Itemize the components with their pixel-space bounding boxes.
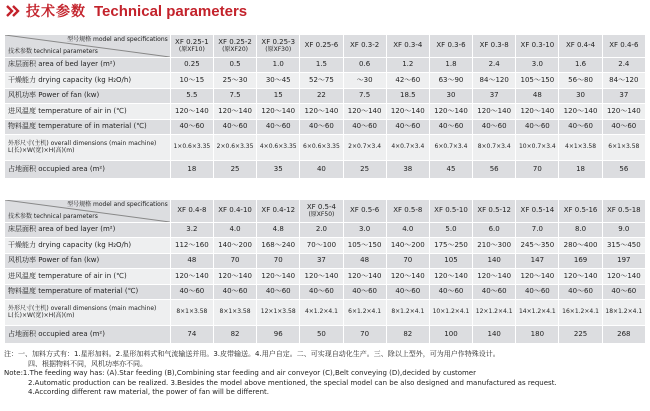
table-row [5,254,646,269]
table-row [5,223,646,238]
table-cell: 120～140 [300,269,343,285]
row-label: 占地面积 occupied area (m²) [5,326,171,344]
table-cell: 6×1.2×4.1 [343,300,386,326]
table-cell: 245～350 [516,238,559,254]
table-cell: 3.2 [170,223,213,238]
row-label: 进风温度 temperature of air in (℃) [5,269,171,285]
table-cell: 3.0 [516,58,559,73]
table-cell: 120～140 [559,269,602,285]
table-cell: 40～60 [429,285,472,300]
table-cell: 40～60 [300,285,343,300]
table-cell: 0.5 [213,58,256,73]
table-cell: 8×1×3.58 [170,300,213,326]
table-cell: 40～60 [473,285,516,300]
table-cell: 15 [257,89,300,104]
model-name: XF 0.5-12 [477,206,511,215]
table-cell: 40～60 [602,285,645,300]
table-cell: 120～140 [516,104,559,120]
model-alt-name: (原XF30) [265,45,292,53]
model-header-cell [516,35,559,58]
note-en-2: 2.Automatic production can be realized. 3.Besides the model above mentioned, the special model can be also designed and manufactured as request. [28,378,557,387]
model-name: XF 0.3-2 [350,41,380,50]
table-cell: 180 [516,326,559,344]
row-label: 物料温度 temperature of material (℃) [5,285,171,300]
table-cell: 120～140 [429,269,472,285]
table-row [5,269,646,285]
table-cell: 0.6 [343,58,386,73]
table-row [5,300,646,326]
note-cn-2: 四、根据物料不同，风机功率亦不同。 [28,359,147,368]
note-en-1: Note:1.The feeding way has: (A).Star feeding (B),Combining star feeding and air conveyor (C),Belt conveying (D),decided by customer [4,369,476,378]
table-row [5,285,646,300]
table-cell: 120～140 [473,269,516,285]
row-label: 床层面积 area of bed layer (m²) [5,223,171,238]
table-cell: 120～140 [170,104,213,120]
note-cn-1: 注：一、加料方式有：1.星形加料。2.星形加料式和气流输送并用。3.皮带输送。4.用户自定。二、可实现自动化生产。三、除以上型外，可为用户作特殊设计。 [4,350,500,358]
table-cell: 4.0 [386,223,429,238]
table-cell: 84～120 [473,73,516,89]
table-cell: 18 [170,161,213,179]
table-cell: 4.8 [257,223,300,238]
corner-top-label: 型号规格 model and specifications [67,201,168,208]
model-name: XF 0.5-4 [306,203,336,212]
table-cell: 82 [213,326,256,344]
table-cell: 48 [516,89,559,104]
table-cell: 40～60 [602,120,645,135]
table-cell: 52～75 [300,73,343,89]
table-cell: 18 [559,161,602,179]
table-cell: 105～150 [343,238,386,254]
row-label: 床层面积 area of bed layer (m²) [5,58,171,73]
table-cell: 40～60 [170,120,213,135]
table-cell: 120～140 [516,269,559,285]
table-cell: 4×1×3.58 [559,135,602,161]
model-name: XF 0.5-14 [520,206,555,215]
table-cell: 12×1.2×4.1 [473,300,516,326]
model-alt-name: (原XF10) [178,45,205,53]
table-cell: 120～140 [386,269,429,285]
table-cell: 40～60 [559,120,602,135]
model-header-cell [429,200,472,223]
table-row [5,120,646,135]
table-cell: 70 [516,161,559,179]
table-cell: 120～140 [257,269,300,285]
table-cell: 40～60 [386,120,429,135]
row-label: 进风温度 temperature of air in (℃) [5,104,171,120]
table-cell: 18.5 [386,89,429,104]
row-label: 外形尺寸(主机) overall dimensions (main machine) L(长)×W(宽)×H(高)(m) [5,135,171,161]
model-name: XF 0.4-4 [565,41,596,50]
table-cell: 197 [602,254,645,269]
model-name: XF 0.25-3 [261,38,296,47]
note-en-3: 4.According different raw material, the power of fan will be different. [28,388,269,397]
table-cell: 40～60 [516,120,559,135]
model-name: XF 0.25-1 [175,38,209,47]
model-header-cell [300,200,343,223]
row-label: 干燥能力 drying capacity (kg H₂O/h) [5,238,171,254]
model-alt-name: (原XF20) [222,45,248,53]
table-cell: 40～60 [559,285,602,300]
table-cell: 96 [257,326,300,344]
table-cell: 140 [473,326,516,344]
table-cell: 8×0.7×3.4 [473,135,516,161]
table-cell: 1.8 [429,58,472,73]
table-cell: 14×1.2×4.1 [516,300,559,326]
table-cell: 1.0 [257,58,300,73]
table-cell: 40～60 [257,285,300,300]
table-cell: 100 [429,326,472,344]
table-cell: 5.0 [429,223,472,238]
table-cell: 6.0 [473,223,516,238]
table-cell: 22 [300,89,343,104]
model-name: XF 0.3-10 [520,41,555,50]
table-cell: 45 [429,161,472,179]
table-cell: 7.5 [213,89,256,104]
table-cell: 2.4 [473,58,516,73]
table-cell: 2.4 [602,58,645,73]
table-row [5,89,646,104]
model-header-cell [343,35,386,58]
table-cell: 74 [170,326,213,344]
table-cell: 105～150 [516,73,559,89]
table-cell: 120～140 [602,269,645,285]
table-cell: 6×1×3.58 [602,135,645,161]
table-cell: 4×1.2×4.1 [300,300,343,326]
table-cell: 168～240 [257,238,300,254]
model-name: XF 0.5-16 [563,206,598,215]
corner-bottom-label: 技术参数 technical parameters [8,212,98,220]
table-cell: 120～140 [473,104,516,120]
table-cell: 7.5 [343,89,386,104]
model-header-cell [300,35,343,58]
table-cell: 30 [429,89,472,104]
model-name: XF 0.5-6 [350,206,380,215]
spec-table-2 [4,199,646,344]
table-cell: 35 [257,161,300,179]
model-header-cell [473,35,516,58]
table-cell: 8×1.2×4.1 [386,300,429,326]
table-cell: 7.0 [516,223,559,238]
model-header-cell [386,200,429,223]
table-cell: 40～60 [170,285,213,300]
table-cell: 25～30 [213,73,256,89]
row-label: 风机功率 Power of fan (kw) [5,254,171,269]
model-name: XF 0.4-10 [218,206,252,215]
notes [4,350,646,398]
model-header-cell [257,35,300,58]
table-cell: 1.6 [559,58,602,73]
header-row [5,35,646,58]
table-cell: 105 [429,254,472,269]
model-name: XF 0.3-8 [479,41,509,50]
table-cell: 82 [386,326,429,344]
model-header-cell [473,200,516,223]
table-cell: 37 [473,89,516,104]
model-header-cell [343,200,386,223]
table-row [5,58,646,73]
table-cell: 50 [300,326,343,344]
table-cell: 120～140 [343,104,386,120]
table-cell: 6×0.7×3.4 [429,135,472,161]
table-cell: 4×0.7×3.4 [386,135,429,161]
model-header-cell [170,200,213,223]
table-row [5,326,646,344]
table-cell: 40～60 [343,285,386,300]
row-label: 物料温度 temperature of in material (℃) [5,120,171,135]
model-name: XF 0.4-8 [177,206,207,215]
table-cell: 18×1.2×4.1 [602,300,645,326]
row-label: 外形尺寸(主机) overall dimensions (main machine) L(长)×W(宽)×H(高)(m) [5,300,171,326]
corner-bottom-label: 技术参数 technical parameters [8,47,98,55]
model-name: XF 0.3-4 [393,41,423,50]
corner-top-label: 型号规格 model and specifications [67,36,168,43]
table-cell: 40～60 [257,120,300,135]
table-cell: 25 [213,161,256,179]
model-header-cell [213,35,256,58]
table-cell: 1.2 [386,58,429,73]
table-cell: 2.0 [300,223,343,238]
model-name: XF 0.5-18 [607,206,641,215]
table-cell: 1.5 [300,58,343,73]
table-cell: 175～250 [429,238,472,254]
table-cell: 147 [516,254,559,269]
table-cell: 40～60 [473,120,516,135]
table-cell: 5.5 [170,89,213,104]
table-row [5,161,646,179]
table-cell: 120～140 [213,104,256,120]
table-cell: 56 [473,161,516,179]
table-cell: 70 [257,254,300,269]
row-label: 占地面积 occupied area (m²) [5,161,171,179]
table-cell: 315～450 [602,238,645,254]
table-row [5,104,646,120]
model-name: XF 0.4-6 [609,41,639,50]
row-label: 风机功率 Power of fan (kw) [5,89,171,104]
table-cell: 40 [300,161,343,179]
table-cell: 120～140 [257,104,300,120]
table-cell: 120～140 [300,104,343,120]
model-name: XF 0.5-8 [393,206,423,215]
model-header-cell [386,35,429,58]
model-header-cell [559,200,602,223]
table-cell: 2×0.7×3.4 [343,135,386,161]
table-cell: 42～60 [386,73,429,89]
spec-table-1 [4,34,646,179]
table-cell: 56 [602,161,645,179]
model-name: XF 0.3-6 [436,41,466,50]
double-chevron-icon [4,3,22,19]
table-cell: 210～300 [473,238,516,254]
table-cell: 140～200 [213,238,256,254]
model-header-cell [213,200,256,223]
table-cell: 40～60 [516,285,559,300]
table-cell: 4.0 [213,223,256,238]
table-cell: 120～140 [602,104,645,120]
model-header-cell [559,35,602,58]
corner-cell [5,35,171,58]
title-bar [4,1,247,21]
model-header-cell [257,200,300,223]
model-header-cell [602,35,645,58]
table-cell: 140 [473,254,516,269]
table-cell: 40～60 [300,120,343,135]
table-cell: 12×1×3.58 [257,300,300,326]
corner-cell [5,200,171,223]
table-cell: 1×0.6×3.35 [170,135,213,161]
table-cell: 169 [559,254,602,269]
row-label: 干燥能力 drying capacity (kg H₂O/h) [5,73,171,89]
table-cell: 120～140 [386,104,429,120]
table-cell: 8.0 [559,223,602,238]
table-cell: 268 [602,326,645,344]
table-cell: 10～15 [170,73,213,89]
table-cell: 37 [300,254,343,269]
model-alt-name: (原XF50) [308,210,335,218]
table-cell: 40～60 [213,120,256,135]
table-cell: 120～140 [343,269,386,285]
table-cell: 70 [386,254,429,269]
table-cell: 37 [602,89,645,104]
table-cell: 10×0.7×3.4 [516,135,559,161]
table-cell: 120～140 [429,104,472,120]
table-cell: 70～100 [300,238,343,254]
table-cell: ～30 [343,73,386,89]
table-cell: 280～400 [559,238,602,254]
model-header-cell [516,200,559,223]
table-cell: 8×1×3.58 [213,300,256,326]
table-cell: 70 [343,326,386,344]
table-cell: 40～60 [386,285,429,300]
table-cell: 30 [559,89,602,104]
table-cell: 3.0 [343,223,386,238]
table-cell: 40～60 [343,120,386,135]
model-name: XF 0.25-6 [304,41,339,50]
table-cell: 48 [343,254,386,269]
table-cell: 120～140 [170,269,213,285]
model-name: XF 0.5-10 [434,206,468,215]
model-name: XF 0.4-12 [261,206,296,215]
table-row [5,238,646,254]
table-cell: 38 [386,161,429,179]
model-name: XF 0.25-2 [218,38,252,47]
table-cell: 25 [343,161,386,179]
table-cell: 40～60 [429,120,472,135]
table-cell: 140～200 [386,238,429,254]
page-title-en: Technical parameters [94,2,248,20]
table-row [5,135,646,161]
model-header-cell [602,200,645,223]
table-cell: 225 [559,326,602,344]
table-cell: 40～60 [213,285,256,300]
table-cell: 10×1.2×4.1 [429,300,472,326]
table-cell: 112～160 [170,238,213,254]
table-cell: 2×0.6×3.35 [213,135,256,161]
table-cell: 63～90 [429,73,472,89]
table-cell: 48 [170,254,213,269]
table-cell: 16×1.2×4.1 [559,300,602,326]
model-header-cell [429,35,472,58]
page-title-cn: 技术参数 [26,4,86,20]
table-cell: 6×0.6×3.35 [300,135,343,161]
table-cell: 70 [213,254,256,269]
table-cell: 120～140 [213,269,256,285]
model-header-cell [170,35,213,58]
table-cell: 84～120 [602,73,645,89]
header-row [5,200,646,223]
table-cell: 4×0.6×3.35 [257,135,300,161]
table-cell: 120～140 [559,104,602,120]
table-cell: 30～45 [257,73,300,89]
table-cell: 0.25 [170,58,213,73]
table-cell: 56～80 [559,73,602,89]
table-row [5,73,646,89]
table-cell: 9.0 [602,223,645,238]
